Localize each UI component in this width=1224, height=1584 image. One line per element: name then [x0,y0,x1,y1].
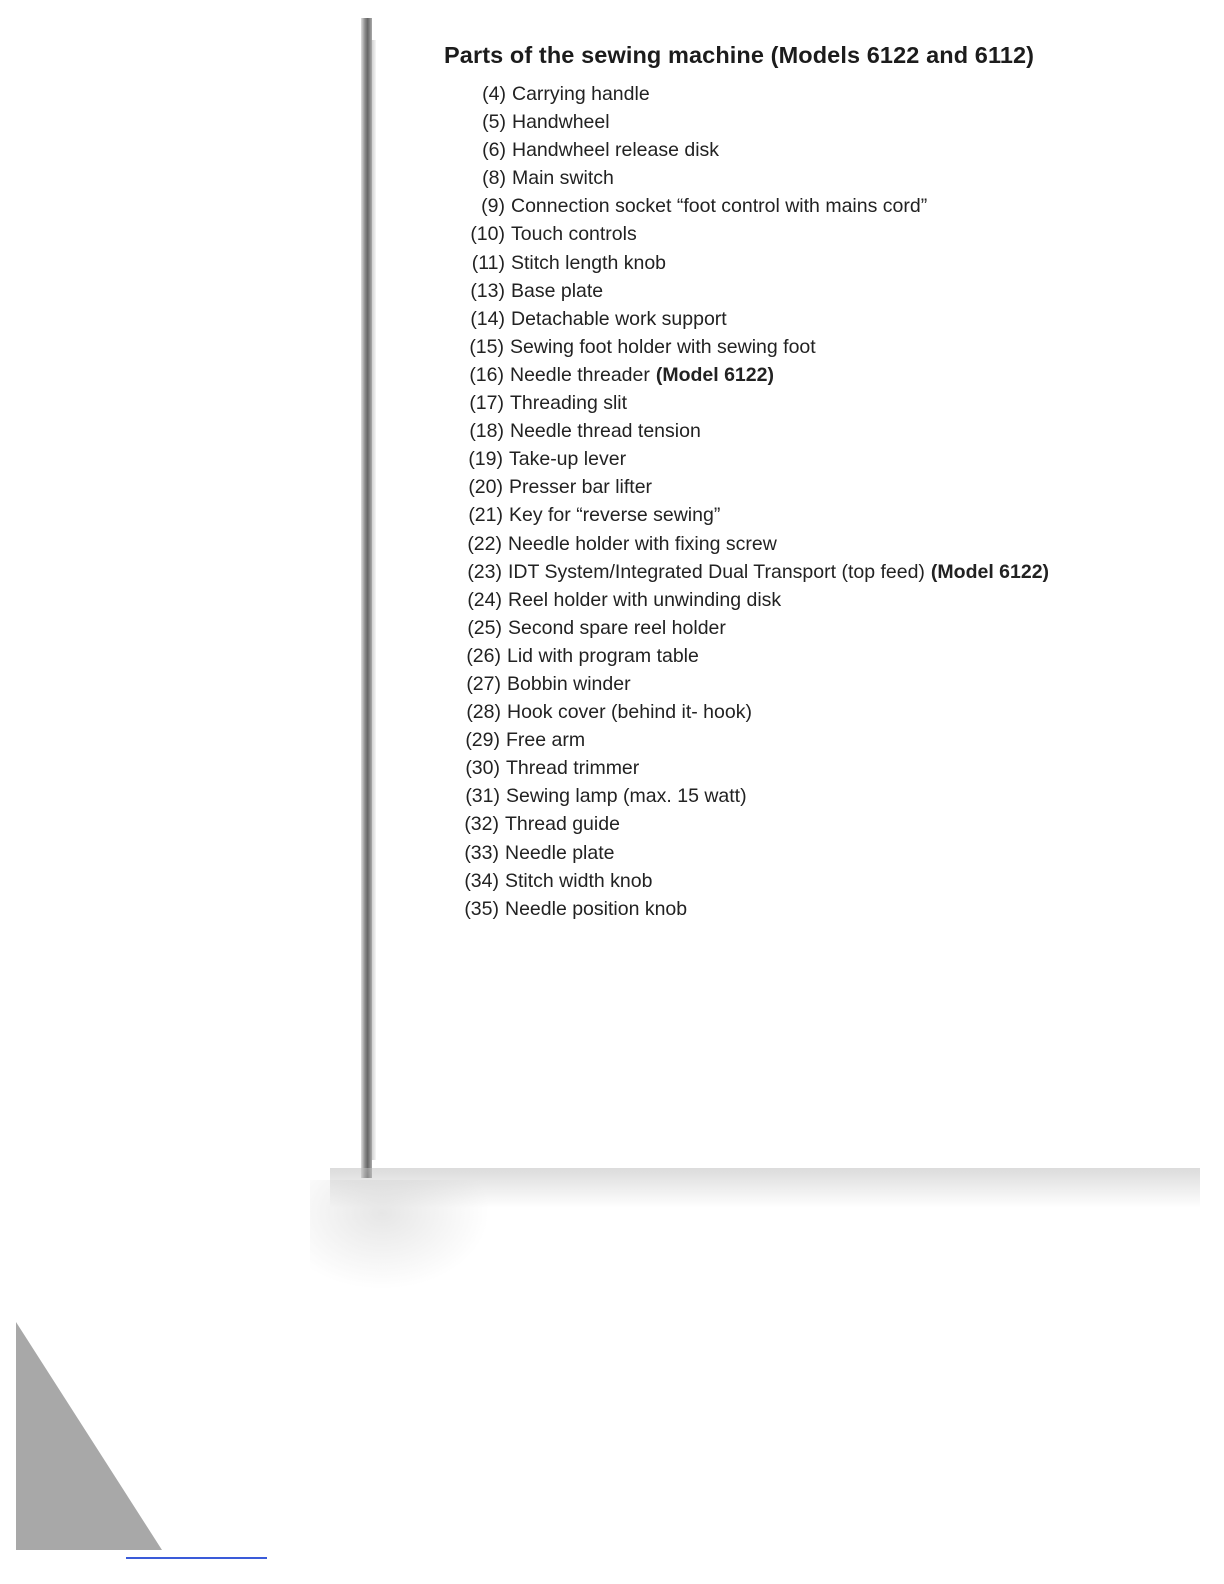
part-label: Hook cover (behind it- hook) [507,701,752,724]
list-item [455,305,1049,333]
part-number: (23) [467,560,502,583]
list-item [454,389,1049,417]
corner-underline [126,1557,267,1559]
part-label: Touch controls [511,223,637,246]
part-label: Needle position knob [505,897,688,920]
part-label: Needle threader [510,363,650,386]
part-label: Stitch width knob [505,869,653,892]
part-number: (34) [464,869,499,892]
part-label: Detachable work support [511,307,727,330]
part-number: (21) [468,504,503,527]
list-item [456,80,1049,108]
list-item [453,445,1049,473]
binding-highlight [372,40,376,1160]
part-number: (32) [464,813,499,836]
part-label: Handwheel release disk [512,139,720,162]
list-item [456,108,1049,136]
part-number: (17) [469,392,504,415]
part-label: Main switch [512,167,614,190]
part-label: Presser bar lifter [509,476,653,499]
part-number: (24) [467,588,502,611]
part-label: Reel holder with unwinding disk [508,588,782,611]
corner-triangle-mark [16,1322,166,1552]
list-item [451,670,1049,698]
part-label: Sewing foot holder with sewing foot [510,335,816,358]
model-note: (Model 6122) [655,363,774,386]
list-item [453,473,1049,501]
page-title: Parts of the sewing machine (Models 6122 and 6112) [444,42,1035,68]
list-item [452,586,1049,614]
part-number: (10) [470,223,505,246]
list-item [449,810,1049,838]
list-item [454,361,1049,389]
list-item [456,164,1049,192]
list-item [455,192,1049,220]
part-number: (13) [470,279,505,302]
list-item [451,642,1049,670]
part-number: (18) [469,420,504,443]
part-label: Needle plate [505,841,615,864]
list-item [449,867,1049,895]
list-item [451,698,1049,726]
list-item [450,726,1049,754]
list-item [453,501,1049,529]
part-number: (4) [482,83,506,105]
list-item [455,277,1049,305]
part-label: Thread guide [505,813,620,836]
part-label: Take-up lever [509,448,627,471]
list-item [452,558,1049,586]
part-number: (14) [470,307,505,330]
part-label: Carrying handle [512,83,650,105]
binding-shadow [361,18,372,1178]
list-item [454,333,1049,361]
part-label: Lid with program table [507,644,699,667]
part-number: (27) [466,672,501,695]
part-number: (29) [465,729,500,752]
scan-smudge-corner [310,1180,490,1290]
part-number: (5) [482,111,506,134]
part-label: Key for “reverse sewing” [509,504,721,527]
part-number: (16) [469,363,504,386]
part-number: (28) [466,701,501,724]
model-note: (Model 6122) [930,560,1050,583]
part-label: Threading slit [510,392,628,415]
part-number: (8) [482,167,506,190]
part-label: Needle thread tension [510,420,701,443]
part-label: Second spare reel holder [508,616,726,639]
part-number: (33) [464,841,499,864]
part-number: (15) [469,335,504,358]
part-number: (31) [465,785,500,808]
part-label: Thread trimmer [506,757,640,780]
part-number: (22) [467,532,502,555]
part-label: Sewing lamp (max. 15 watt) [506,785,747,808]
part-number: (26) [466,644,501,667]
list-item [452,614,1049,642]
list-item [449,839,1049,867]
part-number: (11) [471,251,505,274]
list-item [450,754,1049,782]
list-item [455,249,1049,277]
part-label: Stitch length knob [511,251,667,274]
parts-list [436,80,1049,923]
list-item [449,895,1049,923]
list-item [450,782,1049,810]
list-item [456,136,1049,164]
part-label: Connection socket “foot control with mains cord” [511,195,928,218]
part-label: Needle holder with fixing screw [508,532,777,555]
part-number: (25) [467,616,502,639]
list-item [454,417,1049,445]
part-label: Base plate [511,279,604,302]
part-number: (30) [465,757,500,780]
list-item [455,220,1049,248]
part-label: Handwheel [512,111,610,134]
part-number: (35) [464,897,499,920]
list-item [452,530,1049,558]
part-label: Free arm [506,729,586,752]
part-label: IDT System/Integrated Dual Transport (top feed) [508,560,925,583]
part-number: (20) [468,476,503,499]
part-number: (9) [481,195,505,218]
part-label: Bobbin winder [507,672,631,695]
part-number: (6) [482,139,506,162]
part-number: (19) [468,448,503,471]
